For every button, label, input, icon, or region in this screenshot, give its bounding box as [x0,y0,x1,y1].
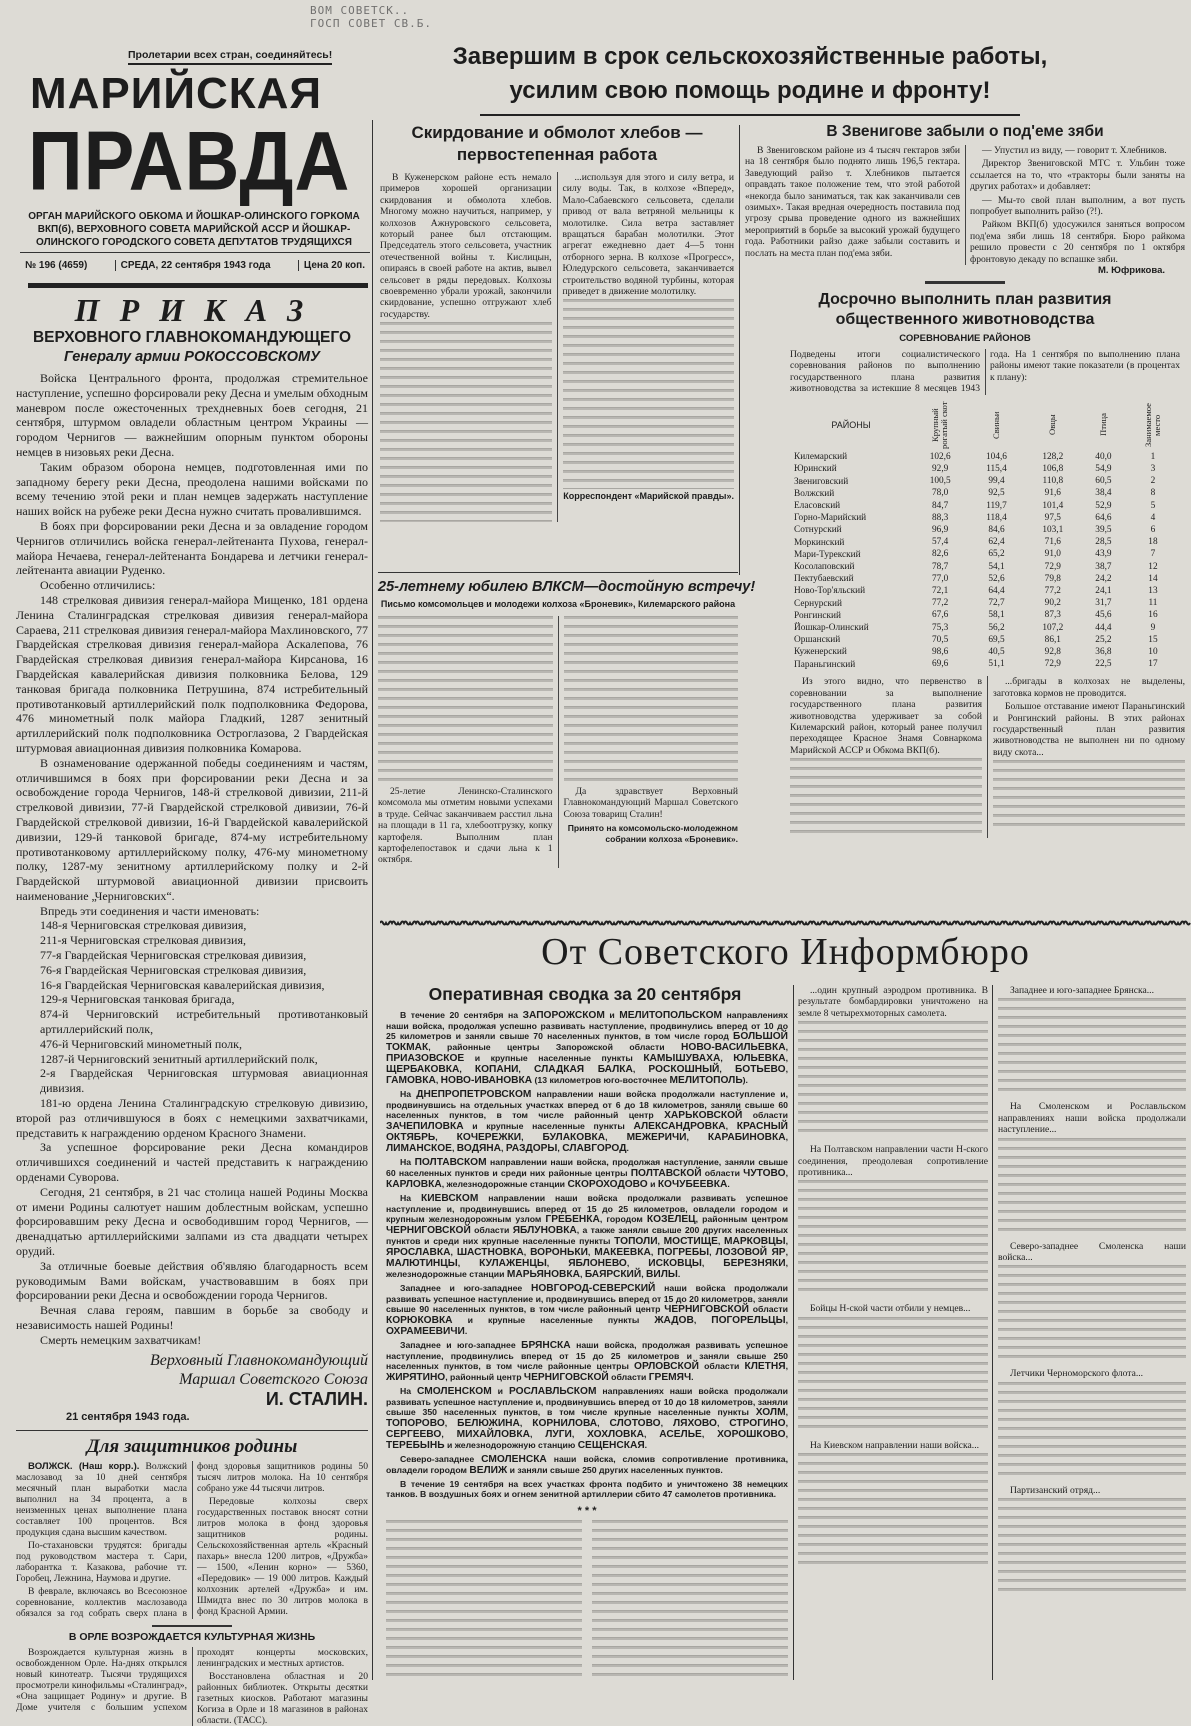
article-title: В ОРЛЕ ВОЗРОЖДАЕТСЯ КУЛЬТУРНАЯ ЖИЗНЬ [68,1630,316,1643]
table-cell: 119,7 [986,500,1007,511]
paragraph: — Мы-то свой план выполним, а вот пусть попробует выполнить райзо (?!). [970,194,1185,218]
masthead-rule [28,283,368,288]
paragraph: В боях при форсировании реки Десна и за овладение городом Чернигов отличились войска генерал-лейтенанта Пухова, генерал-майора Нечаева, генерал-лейтенанта Бондарева и летчики генерал-лейтенанта авиации Руденко. [16,518,368,578]
front-headline: Завершим в срок сельскохозяйственные работы, усилим свою помощь родине и фронту! [452,43,1048,104]
table-row [790,597,1180,609]
table-cell: 118,4 [986,512,1007,523]
paragraph: ...один крупный аэродром противника. В результате бомбардировки уничтожено на земле 8 четырехмоторных самолета. [798,985,988,1019]
illegible-text-block [563,299,735,489]
table-cell: 7 [1150,549,1156,560]
table-cell: 72,1 [932,585,949,596]
paragraph: В течение 19 сентября на всех участках фронта подбито и уничтожено 38 немецких танков. В воздушных боях и огнем зенитной артиллерии сбито 47 самолетов противника. [386,1479,788,1499]
table-cell: 40,5 [988,646,1005,657]
zvenigovo-text [745,145,1185,265]
archive-stamp: ВОМ СОВЕТСК.. ГОСП СОВЕТ СВ.Б. [310,4,432,30]
masthead-organ: ОРГАН МАРИЙСКОГО ОБКОМА И ЙОШКАР-ОЛИНСКОГО ГОРКОМА ВКП(б), ВЕРХОВНОГО СОВЕТА МАРИЙСКОЙ АССР И ЙОШКАР-ОЛИНСКОГО ГОРОДСКОГО СОВЕТА ДЕПУТАТОВ ТРУДЯЩИХСЯ [28,211,360,248]
table-row [790,646,1180,658]
illegible-text-block [993,760,1185,830]
paragraph: На Киевском направлении наши войска... [810,1439,980,1451]
table-cell: 38,4 [1095,488,1112,499]
table-cell: 77,2 [1044,585,1061,596]
table-cell: 98,6 [932,646,949,657]
prikaz-signature: Верховный Главнокомандующий Маршал Советского Союза И. СТАЛИН. [149,1351,368,1409]
table-cell: 15 [1148,634,1158,645]
district-name: Волжский [794,488,835,499]
paragraph: По-стахановски трудятся: бригады под руководством мастера т. Сари, лаборантка т. Казакова, рабочие тт. Горобец, Лежнина, Наумова и другие. [16,1539,187,1584]
illegible-text-block [564,616,739,786]
vlksm-col2 [558,616,739,868]
illegible-text-block [380,322,552,522]
paragraph: Западнее и юго-западнее НОВГОРОД-СЕВЕРСКИЙ наши войска продолжали развивать успешное наступление и, продвинувшись вперед от 15 до 20 километров, заняли свыше 90 населенных пунктов, в том числе районный центр ЧЕРНИГОВСКОЙ области КОРЮКОВКА и крупные населенные пункты ЖАДОВ, ПОГОРЕЛЬЦЫ, ОХРАМЕЕВИЧИ. [386,1283,788,1337]
paragraph: Впредь эти соединения и части именовать: [40,903,260,918]
illegible-text-block [790,758,982,838]
table-cell: 24,2 [1095,573,1112,584]
table-cell: 14 [1148,573,1158,584]
table-cell: 100,5 [929,476,951,487]
column-divider [739,125,740,575]
table-row [790,561,1180,573]
table-cell: 57,4 [932,537,949,548]
article-signoff: Принято на комсомольско-молодежном собрании колхоза «Броневик». [567,823,738,844]
threshing-text [380,172,734,522]
prikaz-subtitle: ВЕРХОВНОГО ГЛАВНОКОМАНДУЮЩЕГО [32,329,352,346]
article-subtitle: Письмо комсомольцев и молодежи колхоза «Броневик», Килемарского района [380,599,736,609]
prikaz-text [16,371,368,1348]
table-row [790,658,1180,670]
unit-names-list [16,918,368,1096]
article-author: М. Юфрикова. [1097,265,1165,277]
paragraph: 181-ю ордена Ленина Сталинградскую стрелковую дивизию, второй раз отличившуюся в боях с немецкими захватчиками, представить к награждению орденом Красного Знамени. [16,1096,368,1140]
table-cell: 65,2 [988,549,1005,560]
livestock-table [790,399,1180,671]
district-name: Йошкар-Олинский [794,623,869,634]
masthead-slogan: Пролетарии всех стран, соединяйтесь! [128,49,332,65]
table-cell: 8 [1150,488,1156,499]
table-cell: 62,4 [988,537,1005,548]
district-name: Звениговский [794,476,849,487]
informburo-side-col1 [798,985,988,1576]
table-cell: 103,1 [1042,524,1064,535]
table-cell: 72,9 [1044,659,1061,670]
list-item: 1287-й Черниговский зенитный артиллерийский полк, [40,1051,318,1066]
paragraph: 148 стрелковая дивизия генерал-майора Мищенко, 181 ордена Ленина Сталинградская стрелковая дивизия генерал-майора Сараева, 211 стрелковая дивизия генерал-майора Махлиновского, 77 Гвардейская стрелковая дивизия генерал-майора Аскалепова, 76 Гвардейская стрелковая дивизия генерал-майора Кирсанова, 16 Гвардейская кавалерийская дивизия полковника Белова, 129 танковая бригада полковника Петрушина, 874 истребительный противотанковый артиллерийский полк подполковника Федорова, 476 минометный полк майора Гладкий, 1287 зенитный артиллерийский полк подполковника Остроглазова, 2 Гвардейская штурмовая авиационная дивизия полковника Комарова. [16,592,368,755]
illegible-text-block [798,1180,988,1295]
district-name: Мари-Турекский [794,549,861,560]
district-name: Горно-Марийский [794,513,867,524]
paragraph: В ознаменование одержанной победы соединениям и частям, отличившимся в боях при форсировании реки Десна и за освобождение города Чернигов, 148-й стрелковой дивизии, 211-й стрелковой дивизии, 77-й Гвардейской стрелковой дивизии, 76-й Гвардейской стрелковой дивизии, 16-й Гвардейской кавалерийской дивизии, 129-й танковой бригаде, 874-му истребительному противотанковому артиллерийскому полку, 476-му минометному полку, 1287-му зенитному артиллерийскому полку и 2-й Гвардейской штурмовой авиационной дивизии присвоить наименование „Черниговских“. [16,755,368,903]
table-cell: 72,9 [1044,561,1061,572]
table-cell: 1 [1150,451,1156,462]
table-cell: 77,0 [932,573,949,584]
paragraph: В течение 20 сентября на ЗАПОРОЖСКОМ и МЕЛИТОПОЛЬСКОМ направлениях наши войска, продолжая успешно развивать наступление, продвинулись вперед от 10 до 25 километров и заняли свыше 70 населенных пунктов, в том числе город БОЛЬШОЙ ТОКМАК, районные центры Запорожской области НОВО-ВАСИЛЬЕВКА, ПРИАЗОВСКОЕ и крупные населенные пункты КАМЫШУВАХА, ЮЛЬЕВКА, ЩЕРБАКОВКА, КОПАНИ, СЛАДКАЯ БАЛКА, РОСКОШНЫЙ, БОТЬЕВО, ГАМОВКА, НОВО-ИВАНОВКА (13 километров юго-восточнее МЕЛИТОПОЛЬ). [386,1010,788,1086]
paragraph: Передовые колхозы сверх государственных поставок вносят сотни литров молока в фонд здоровья защитников родины. Сельскохозяйственная артель «Красный пахарь» внесла 1200 литров, «Дружба» — 1500, «Ленин корно» — 5360, «Передовик» — 19 000 литров. Каждый колхозник артелей «Дружба» и им. Шмидта внес по 30 литров молока в фонд Красной Армии. [197,1495,368,1617]
informburo-title: От Советского Информбюро [541,931,1030,973]
divider [378,572,738,573]
table-cell: 69,6 [932,659,949,670]
paragraph: За отличные боевые действия об'являю благодарность всем руководимым Вами войскам, участвовавшим в боях при форсировании реки Десна и освобождении города Чернигов. [16,1258,368,1303]
district-name: Юринский [794,464,837,475]
table-cell: 10 [1148,646,1158,657]
left-column [16,292,368,1726]
paragraph: Вечная слава героям, павшим в борьбе за свободу и независимость нашей Родины! [16,1303,368,1332]
table-cell: 52,6 [988,573,1005,584]
paragraph: Бойцы Н-ской части отбили у немцев... [810,1303,971,1315]
table-cell: 107,2 [1042,622,1064,633]
list-item: 476-й Черниговский минометный полк, [40,1036,242,1051]
table-cell: 99,4 [988,476,1005,487]
paragraph: На ДНЕПРОПЕТРОВСКОМ направлении наши войска продолжали наступление и, продвинувшись на отдельных участках вперед от 6 до 18 километров, заняли свыше 60 населенных пунктов, в том числе районный центр ХАРЬКОВСКОЙ области ЗАЧЕПИЛОВКА и крупные населенные пункты АЛЕКСАНДРОВКА, КРАСНЫЙ ОКТЯБРЬ, КОЧЕРЕЖКИ, БУЛАКОВКА, МЕЖЕРИЧИ, КАРАБИНОВКА, ЛИМАНСКОЕ, ВОДЯНА, РАЗДОРЫ, СЛАВГОРОД. [386,1089,789,1154]
illegible-text-block [798,1317,988,1432]
defenders-article: Для защитников родины ВОЛЖСК. (Наш корр.). Волжский маслозавод за 10 дней сентября месячный план выработки масла выполнил на 34 процента, а в неизменных ценах выполнение плана составляет 100 процентов. Вся продукция сдана высшим качеством. По-стахановски трудятся: бригады под руководством мастера т. Сари, лаборантка т. Казакова, рабочие тт. Горобец, Лежнина, Наумова и другие. В феврале, включаясь во Всесоюзное соревнование, коллектив маслозавода обязался за год собрать сверх плана в фонд здоровья защитников родины 50 тысяч литров молока. На 10 сентября собрано уже 44 тысячи литров. Передовые колхозы сверх государственных поставок вносят сотни литров молока в фонд здоровья защитников родины. Сельскохозяйственная артель «Красный пахарь» внесла 1200 литров, «Дружба» — 1500, «Ленин корно» — 5360, «Передовик» — 19 000 литров. Каждый колхозник артелей «Дружба» и им. Шмидта внес по 30 литров молока в фонд Красной Армии. [16,1435,368,1619]
table-cell: 4 [1150,512,1156,523]
table-cell: 6 [1150,524,1156,535]
table-cell: 51,1 [988,659,1005,670]
informburo-main-column [386,1010,788,1678]
prikaz-addressee: Генералу армии РОКОССОВСКОМУ [64,349,320,365]
table-cell: 11 [1148,598,1158,609]
table-cell: 104,6 [986,451,1007,462]
paragraph: В феврале, включаясь во Всесоюзное соревнование, коллектив маслозавода обязался за год собрать сверх плана в фонд здоровья защитников родины 50 тысяч литров молока. На 10 сентября собрано уже 44 тысячи литров. [16,1460,368,1619]
illegible-text-block [998,1265,1186,1360]
table-row [790,487,1180,499]
table-cell: 38,7 [1095,561,1112,572]
table-cell: 78,0 [932,488,949,499]
table-cell: 77,2 [932,598,949,609]
table-cell: 39,5 [1095,524,1112,535]
wavy-divider [380,918,1191,928]
column-divider [793,985,794,1680]
paragraph: Смерть немецким захватчикам! [40,1332,202,1347]
table-cell: 97,5 [1044,512,1061,523]
masthead-title-line1: МАРИЙСКАЯ [30,69,323,118]
headline-rule [480,114,1020,116]
table-row [790,451,1180,463]
table-row [790,524,1180,536]
table-row [790,500,1180,512]
paragraph: Райком ВКП(б) удосужился заняться вопросом под'ема зяби лишь 18 сентября. Бюро райкома решило провести с 20 сентября по 1 октября фронтовую декаду по вспашке зяби. [970,219,1185,265]
zvenigovo-title: В Звенигове забыли о под'еме зяби [826,123,1104,140]
table-cell: 43,9 [1095,549,1112,560]
right-column [745,122,1185,838]
table-cell: 25,2 [1095,634,1112,645]
table-cell: 54,1 [988,561,1005,572]
paragraph: Партизанский отряд... [1010,1484,1101,1496]
illegible-text-block [798,1021,988,1136]
table-cell: 44,4 [1095,622,1112,633]
paragraph: ...бригады в колхозах не выделены, заготовка кормов не проводится. [993,676,1185,699]
vlksm-article [378,578,756,868]
table-cell: 56,2 [988,622,1005,633]
district-name: Оршанский [794,635,841,646]
table-cell: 58,1 [988,610,1005,621]
orel-article [16,1631,368,1726]
table-cell: 92,5 [988,488,1005,499]
paragraph: На Полтавском направлении части Н-ского соединения, преодолевая сопротивление противника... [798,1144,988,1179]
dateline: ВОЛЖСК. (Наш корр.). [28,1460,140,1472]
paragraph: Возрождается культурная жизнь в освобожденном Орле. На-днях открылся новый кинотеатр. Тысячи трудящихся просмотрели кинофильмы «Сталинград», «Она защищает Родину» и другие. В Доме учителя с большим успехом проходят концерты московских, ленинградских и местных артистов. [16,1646,368,1713]
table-cell: 88,3 [932,512,949,523]
table-row [790,573,1180,585]
table-cell: 45,6 [1095,610,1112,621]
district-name: Ново-Тор'яльский [794,586,866,597]
table-cell: 86,1 [1044,634,1061,645]
table-cell: 87,3 [1044,610,1061,621]
table-cell: 91,6 [1044,488,1061,499]
illegible-text-block [592,1520,788,1678]
paragraph: В Куженерском районе есть немало примеров хорошей организации скирдования и обмолота хлебов. Многому можно научиться, например, у колхозов Ажнуровского сельсовета, который ранее был отстающим. Председатель этого сельсовета, участник отечественной войны т. Кислицын, опираясь в своей работе на актив, вывел сельсовет в ряды передовых. Колхозы своевременно убрали урожай, закончили скирдование, успешно отгружают хлеб государству. [380,172,552,320]
paragraph: Северо-западнее СМОЛЕНСКА наши войска, сломив сопротивление противника, овладели городом ВЕЛИЖ и заняли свыше 250 других населенных пунктов. [386,1454,788,1476]
table-row [790,475,1180,487]
livestock-text [790,676,1185,838]
district-name: Куженерский [794,647,847,658]
prikaz-header [16,292,368,367]
paragraph: Сегодня, 21 сентября, в 21 час столица нашей Родины Москва от имени Родины салютует нашим доблестным войскам, успешно форсировавшим реку Десна и освободившим город Чернигов, — двенадцатью артиллерийскими залпами из ста двадцати четырех орудий. [16,1184,368,1259]
table-row [790,463,1180,475]
list-item: 129-я Черниговская танковая бригада, [40,992,235,1007]
table-cell: 110,8 [1042,476,1064,487]
illegible-text-block [998,1382,1186,1477]
table-cell: 13 [1148,585,1158,596]
table-cell: 9 [1150,622,1156,633]
threshing-title: Скирдование и обмолот хлебов — первостепенная работа [411,123,703,164]
issue-info-bar [20,252,370,277]
paragraph: На Смоленском и Рославльском направлениях наши войска продолжали наступление... [998,1101,1186,1136]
table-cell: 72,7 [988,598,1005,609]
illegible-text-block [998,998,1186,1093]
paragraph: Из этого видно, что первенство в соревновании за выполнение государственного плана развития животноводства удерживает за собой Килемарский район, который ранее получил переходящее Красное Знамя Совнаркома Марийской АССР и Обкома ВКП(б). [790,676,982,756]
table-cell: 28,5 [1095,537,1112,548]
divider [152,1625,232,1627]
table-cell: 60,5 [1095,476,1112,487]
prikaz-title: П Р И К А З [74,292,310,328]
issue-number: № 196 (4659) [25,259,88,271]
table-cell: 40,0 [1095,451,1112,462]
table-cell: 78,7 [932,561,949,572]
table-cell: 69,5 [988,634,1005,645]
list-item: 2-я Гвардейская Черниговская штурмовая авиационная дивизия. [40,1066,368,1096]
table-cell: 106,8 [1042,463,1064,474]
table-cell: 16 [1148,610,1158,621]
table-row [790,622,1180,634]
article-title: Для защитников родины [86,1435,298,1457]
issue-date: СРЕДА, 22 сентября 1943 года [115,260,276,271]
informburo-bottom-columns [386,1520,788,1678]
paragraph: Западнее и юго-западнее Брянска... [1010,985,1154,996]
table-row [790,536,1180,548]
paragraph: На СМОЛЕНСКОМ и РОСЛАВЛЬСКОМ направлениях наши войска продолжали развивать успешное наступление и, продвинувшись вперед от 10 до 18 километров, заняли свыше 350 населенных пунктов, в том числе крупные населенные пункты ХОЛМ, ТОПОРОВО, БЕЛЮЖИНА, КОРНИЛОВА, СЛОТОВО, ЛЯХОВО, СТРОГИНО, СЕРГЕЕВО, МИХАЙЛОВКА, ЛУГИ, ХОХЛОВКА, АСЕЛЬЕ, ХОРОШКОВО, ТЕРЕБЫНЬ и железнодорожную станцию СЕЩЕНСКАЯ. [386,1386,789,1451]
table-header: Занимаемое место [1142,402,1162,447]
table-cell: 115,4 [986,463,1007,474]
table-row [790,512,1180,524]
table-cell: 79,8 [1044,573,1061,584]
separator-stars: * * * [577,1505,597,1517]
table-cell: 18 [1148,537,1158,548]
table-cell: 2 [1150,476,1156,487]
table-cell: 128,2 [1042,451,1064,462]
illegible-text-block [998,1498,1186,1593]
table-cell: 24,1 [1095,585,1112,596]
informburo-subtitle: Оперативная сводка за 20 сентября [428,984,742,1004]
paragraph: Таким образом оборона немцев, подготовленная ими по западному берегу реки Десна, преодолена нашими войсками по всему течению этой реки и план немцев задержать наступление наших войск на рубеже реки Десна нужно считать провалившимся. [16,459,368,519]
table-cell: 84,6 [988,524,1005,535]
district-name: Косолаповский [794,562,855,573]
table-cell: 17 [1148,659,1158,670]
table-row [790,609,1180,621]
informburo-report [386,1010,788,1502]
list-item: 148-я Черниговская стрелковая дивизия, [40,918,247,933]
paragraph: 25-летие Ленинско-Сталинского комсомола мы отметим новыми успехами в труде. Сейчас заканчиваем расстил льна на площади в 11 га, хлебоотгрузку, копку картофеля. Выполним план картофелепоставок и сдачи льна к 1 октября. [378,786,553,866]
livestock-header: Досрочно выполнить план развития общественного животноводства СОРЕВНОВАНИЕ РАЙОНОВ [745,290,1185,345]
table-cell: 90,2 [1044,598,1061,609]
column-divider [992,985,993,1680]
district-name: Ронгинский [794,610,841,621]
table-cell: 102,6 [929,451,951,462]
paragraph: На КИЕВСКОМ направлении наши войска продолжали развивать успешное наступление и, продвинувшись вперед от 15 до 25 километров, овладели городом и крупным железнодорожным узлом ГРЕБЕНКА, городом КОЗЕЛЕЦ, районным центром ЧЕРНИГОВСКОЙ области ЯБЛУНОВКА, а также заняли свыше 200 других населенных пунктов и среди них крупные населенные пункты ТОПОЛИ, МОСТИЩЕ, МАРКОВЦЫ, ЯРОСЛАВКА, ШАСТНОВКА, ВОРОНЬКИ, МАКЕЕВКА, ПОГРЕБЫ, ЛОЗОВОЙ ЯР, МАЛЮТИНЦЫ, КУЛАЖЕНЦЫ, ЯБЛОНЕВО, ИСКОВЦЫ, БЕРЕЗНЯКИ, железнодорожные станции МАРЬЯНОВКА, БАЯРСКИЙ, ВИЛЫ. [386,1193,789,1280]
paragraph: Западнее и юго-западнее БРЯНСКА наши войска, продолжая развивать успешное наступление, продвинулись вперед от 15 до 25 километров и заняли свыше 250 населенных пунктов, в том числе районные центры ОРЛОВСКОЙ области КЛЕТНЯ, ЖИРЯТИНО, районный центр ЧЕРНИГОВСКОЙ области ГРЕМЯЧ. [386,1340,788,1383]
paragraph: Восстановлена областная и 20 районных библиотек. Открыты десятки газетных киосков. Работают магазины Когиза в Орле и 18 магазинов в районах области. (ТАСС). [197,1670,368,1726]
table-cell: 3 [1150,463,1156,474]
table-cell: 92,8 [1044,646,1061,657]
paragraph: Особенно отличились: [40,578,156,593]
column-divider [372,120,373,1680]
livestock-intro: Подведены итоги социалистического соревнования районов по выполнению государственного плана развития животноводства за истекшие 8 месяцев 1943 года. На 1 сентября по выполнению плана районы имеют такие показатели (в процентах к плану): [790,349,1180,395]
paragraph: Да здравствует Верховный Главнокомандующий Маршал Советского Союза товарищ Сталин! [563,786,738,820]
article-title: 25-летнему юбилею ВЛКСМ—достойную встречу! [378,579,756,595]
paragraph: Директор Звениговской МТС т. Ульбин тоже ссылается на то, что «тракторы были заняты на других работах» и добавляет: [970,158,1185,193]
district-name: Сернурский [794,598,842,609]
divider [925,281,1005,284]
issue-price: Цена 20 коп. [298,260,370,271]
vlksm-col1 [378,616,553,868]
table-cell: 71,6 [1044,537,1061,548]
table-cell: 12 [1148,561,1158,572]
table-cell: 64,4 [988,585,1005,596]
table-header: Свиньи [990,410,1001,439]
table-cell: 52,9 [1095,500,1112,511]
table-header: РАЙОНЫ [831,419,871,430]
table-header-row [790,399,1180,451]
table-cell: 67,6 [932,610,949,621]
district-name: Килемарский [794,452,848,463]
table-header: Овцы [1047,414,1058,436]
table-cell: 22,5 [1095,659,1112,670]
list-item: 211-я Черниговская стрелковая дивизия, [40,933,246,948]
paragraph: — Упустил из виду, — говорит т. Хлебников. [982,145,1167,156]
table-cell: 31,7 [1095,598,1112,609]
paragraph: Летчики Черноморского флота... [1010,1368,1144,1380]
table-cell: 91,0 [1044,549,1061,560]
paragraph: Северо-западнее Смоленска наши войска... [998,1240,1186,1264]
table-cell: 36,8 [1095,646,1112,657]
prikaz-date: 21 сентября 1943 года. [66,1410,190,1423]
vlksm-header [378,578,756,610]
table-cell: 101,4 [1042,500,1064,511]
table-cell: 82,6 [932,549,949,560]
table-cell: 54,9 [1095,463,1112,474]
table-row [790,634,1180,646]
masthead-title-line2: ПРАВДА [28,114,351,209]
table-cell: 70,5 [932,634,949,645]
list-item: 16-я Гвардейская Черниговская кавалерийская дивизия, [40,977,325,992]
paragraph: На ПОЛТАВСКОМ направлении наши войска, продолжая наступление, заняли свыше 60 населенных пунктов и среди них районные центры ПОЛТАВСКОЙ области ЧУТОВО, КАРЛОВКА, железнодорожные станции СКОРОХОДОВО и КОЧУБЕЕВКА. [386,1157,788,1190]
list-item: 77-я Гвардейская Черниговская стрелковая дивизия, [40,948,307,963]
divider [16,1430,368,1431]
table-row [790,585,1180,597]
district-name: Еласовский [794,501,841,511]
illegible-text-block [998,1138,1186,1233]
list-item: 874-й Черниговский истребительный противотанковый артиллерийский полк, [40,1007,368,1037]
illegible-text-block [378,616,553,786]
paragraph: ...используя для этого и силу ветра, и силу воды. Так, в колхозе «Вперед», Мало-Сабаевского сельсовета, сделали привод от вала ветряной мельницы к молотилке. Сила ветра заставляет вращаться барабан молотилки. Этот агрегат ежедневно дает 4—5 тонн отборного зерна. В колхозе «Прогресс», Юледурского сельсовета, заканчивается строительство водяной турбины, которая приведет в движение молотилку. [562,172,734,298]
paragraph: Войска Центрального фронта, продолжая стремительное наступление, успешно форсировали реку Десна и умелым обходным маневром после ожесточенных трехдневных боев сегодня, 21 сентября, штурмом овладели областным центром Украины — городом Чернигов — важнейшим опорным пунктом обороны немцев в низовьях реки Десна. [16,371,368,459]
table-row [790,548,1180,560]
district-name: Сотнурский [794,525,842,536]
table-cell: 5 [1150,500,1156,511]
article-author: Корреспондент «Марийской правды». [563,491,734,502]
table-header: Крупный рогатый скот [930,400,950,449]
list-item: 76-я Гвардейская Черниговская стрелковая дивизия, [40,962,307,977]
table-cell: 75,3 [932,622,949,633]
illegible-text-block [386,1520,582,1678]
district-name: Моркинский [794,537,845,548]
paragraph: В Звениговском районе из 4 тысяч гектаров зяби на 18 сентября было поднято лишь 196,5 гектара. Заведующий райзо т. Хлебников пытается оправдать такое положение тем, что этой работой «некогда было заниматься, так как заканчивали сев озимых». Такая вредная очередность поставила под угрозу срыва проведение одного из важнейших мероприятий в борьбе за высокий урожай будущего года. Работники райзо даже забыли составить и послать на места план под'ема зяби. [745,145,960,259]
table-header: Птица [1097,413,1108,437]
table-cell: 84,7 [932,500,949,511]
table-cell: 64,6 [1095,512,1112,523]
paragraph: Большое отставание имеют Параньгинский и Ронгинский районы. В этих районах государственный план развития животноводства не выполнен ни по одному виду скота... [993,701,1185,758]
article-subtitle: СОРЕВНОВАНИЕ РАЙОНОВ [899,333,1031,345]
illegible-text-block [798,1453,988,1568]
informburo-side-col2 [998,985,1186,1601]
table-cell: 96,9 [932,524,949,535]
paragraph: За успешное форсирование реки Десна командиров отличившихся соединений и частей представить к награждению орденами Суворова. [16,1140,368,1185]
district-name: Параньгинский [794,659,856,670]
table-cell: 92,9 [932,463,949,474]
district-name: Пектубаевский [794,574,854,585]
